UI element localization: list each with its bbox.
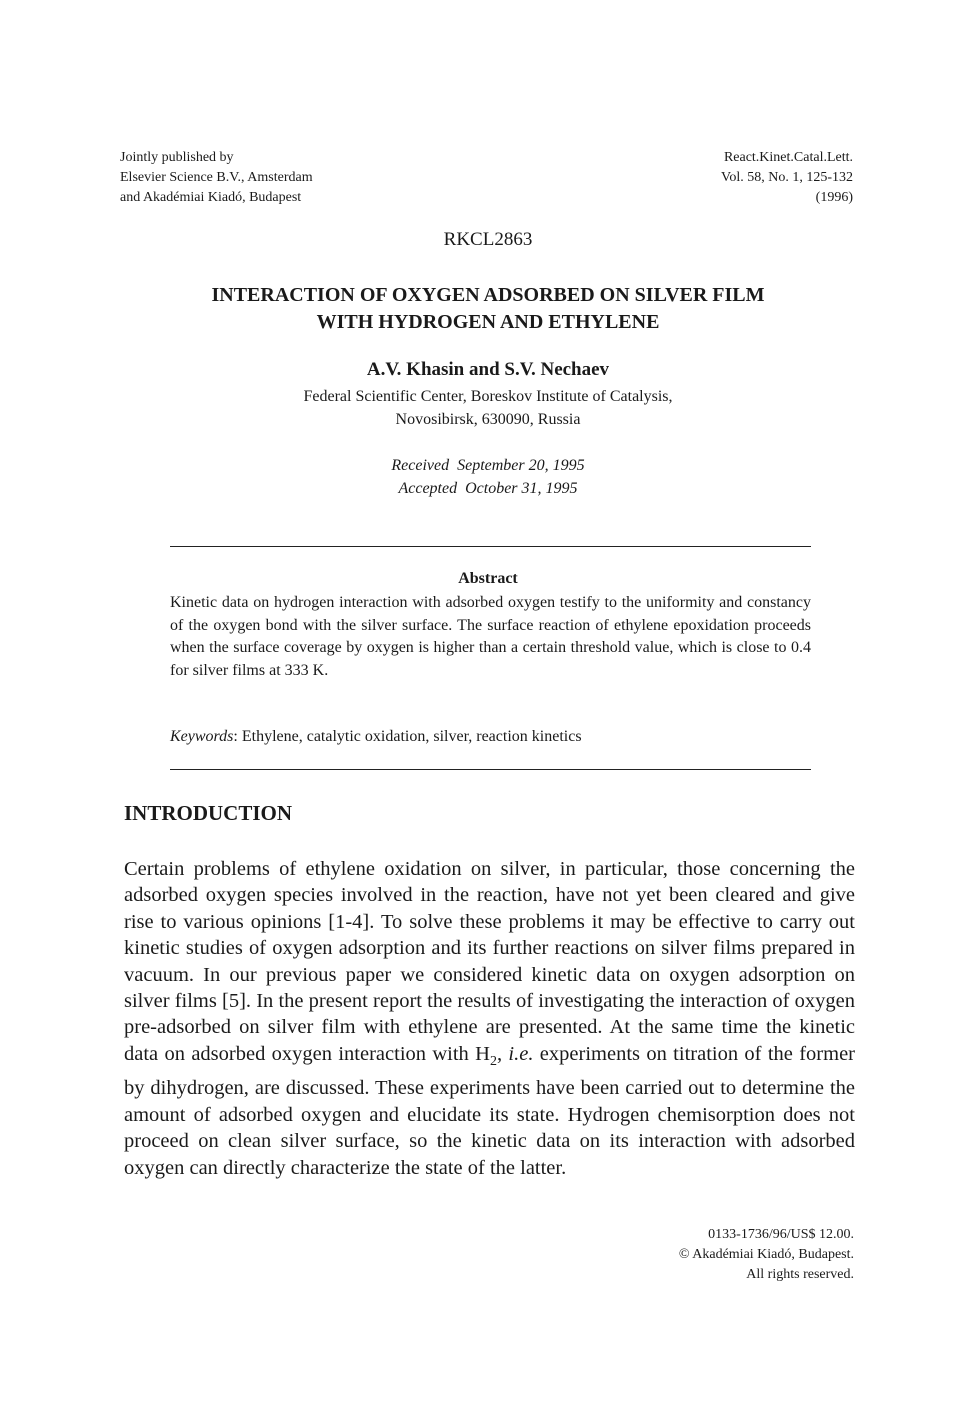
affiliation-line: Federal Scientific Center, Boreskov Institute of Catalysis, <box>303 388 673 405</box>
journal-line: React.Kinet.Catal.Lett. <box>723 150 853 165</box>
publisher-line: Elsevier Science B.V., Amsterdam <box>120 170 313 185</box>
title-line: WITH HYDROGEN AND ETHYLENE <box>316 311 660 333</box>
copyright-line: 0133-1736/96/US$ 12.00. <box>708 1227 854 1242</box>
keywords-label: Keywords <box>170 728 234 745</box>
intro-text: experiments on titration of the former by dihydrogen, are discussed. These experiments have been carried out to determine the amount of adsorbed oxygen and elucidate its state. Hydrogen chemisorption does not proceed on clean silver surface, so the kinetic data on its interaction with adsorbed oxygen can directly characterize the state of the latter. <box>124 1042 855 1179</box>
abstract-text: Kinetic data on hydrogen interaction with adsorbed oxygen testify to the uniformity and constancy of the oxygen bond with the silver surface. The surface reaction of ethylene epoxidation proceeds when the surface coverage by oxygen is higher than a certain threshold value, which is close to 0.4 for silver films at 333 K. <box>170 594 811 679</box>
subscript: 2 <box>489 1053 497 1069</box>
section-heading: INTRODUCTION <box>124 801 293 825</box>
keywords-text: : Ethylene, catalytic oxidation, silver, reaction kinetics <box>233 728 582 745</box>
journal-citation <box>721 148 853 208</box>
article-code: RKCL2863 <box>443 229 533 250</box>
publisher-info <box>120 148 313 208</box>
journal-line: Vol. 58, No. 1, 125-132 <box>721 170 853 185</box>
abstract-bottom-rule <box>170 769 811 770</box>
copyright-line: All rights reserved. <box>746 1267 854 1282</box>
title-line: INTERACTION OF OXYGEN ADSORBED ON SILVER FILM <box>211 284 765 306</box>
publisher-line: and Akadémiai Kiadó, Budapest <box>120 190 302 205</box>
keywords <box>170 728 811 746</box>
received-date: Received September 20, 1995 <box>391 457 585 474</box>
affiliation-line: Novosibirsk, 630090, Russia <box>395 411 581 428</box>
abstract-body <box>170 592 811 682</box>
authors: A.V. Khasin and S.V. Nechaev <box>366 359 610 380</box>
paper-title <box>120 282 856 336</box>
copyright-notice <box>679 1225 854 1285</box>
intro-text: Certain problems of ethylene oxidation on silver, in particular, those concerning the adsorbed oxygen species involved in the reaction, have not yet been cleared and give rise to various opinions [1-4]. To solve these problems it may be effective to carry out kinetic studies of oxygen adsorption and its further reactions on silver films prepared in vacuum. In our previous paper we considered kinetic data on oxygen adsorption on silver films [5]. In the present report the results of investigating the interaction of oxygen pre-adsorbed on silver film with ethylene are presented. At the same time the kinetic data on adsorbed oxygen interaction with H <box>124 858 855 1065</box>
italic-text: i.e. <box>508 1042 534 1065</box>
publisher-line: Jointly published by <box>120 150 234 165</box>
introduction-body <box>124 856 855 1181</box>
affiliation <box>0 385 976 431</box>
abstract-top-rule <box>170 546 811 547</box>
dates <box>0 454 976 500</box>
abstract-heading: Abstract <box>458 570 518 587</box>
accepted-date: Accepted October 31, 1995 <box>398 480 578 497</box>
journal-line: (1996) <box>815 190 853 205</box>
copyright-line: © Akadémiai Kiadó, Budapest. <box>678 1247 854 1262</box>
intro-text: , <box>496 1042 509 1065</box>
introduction-paragraph <box>124 856 855 1181</box>
